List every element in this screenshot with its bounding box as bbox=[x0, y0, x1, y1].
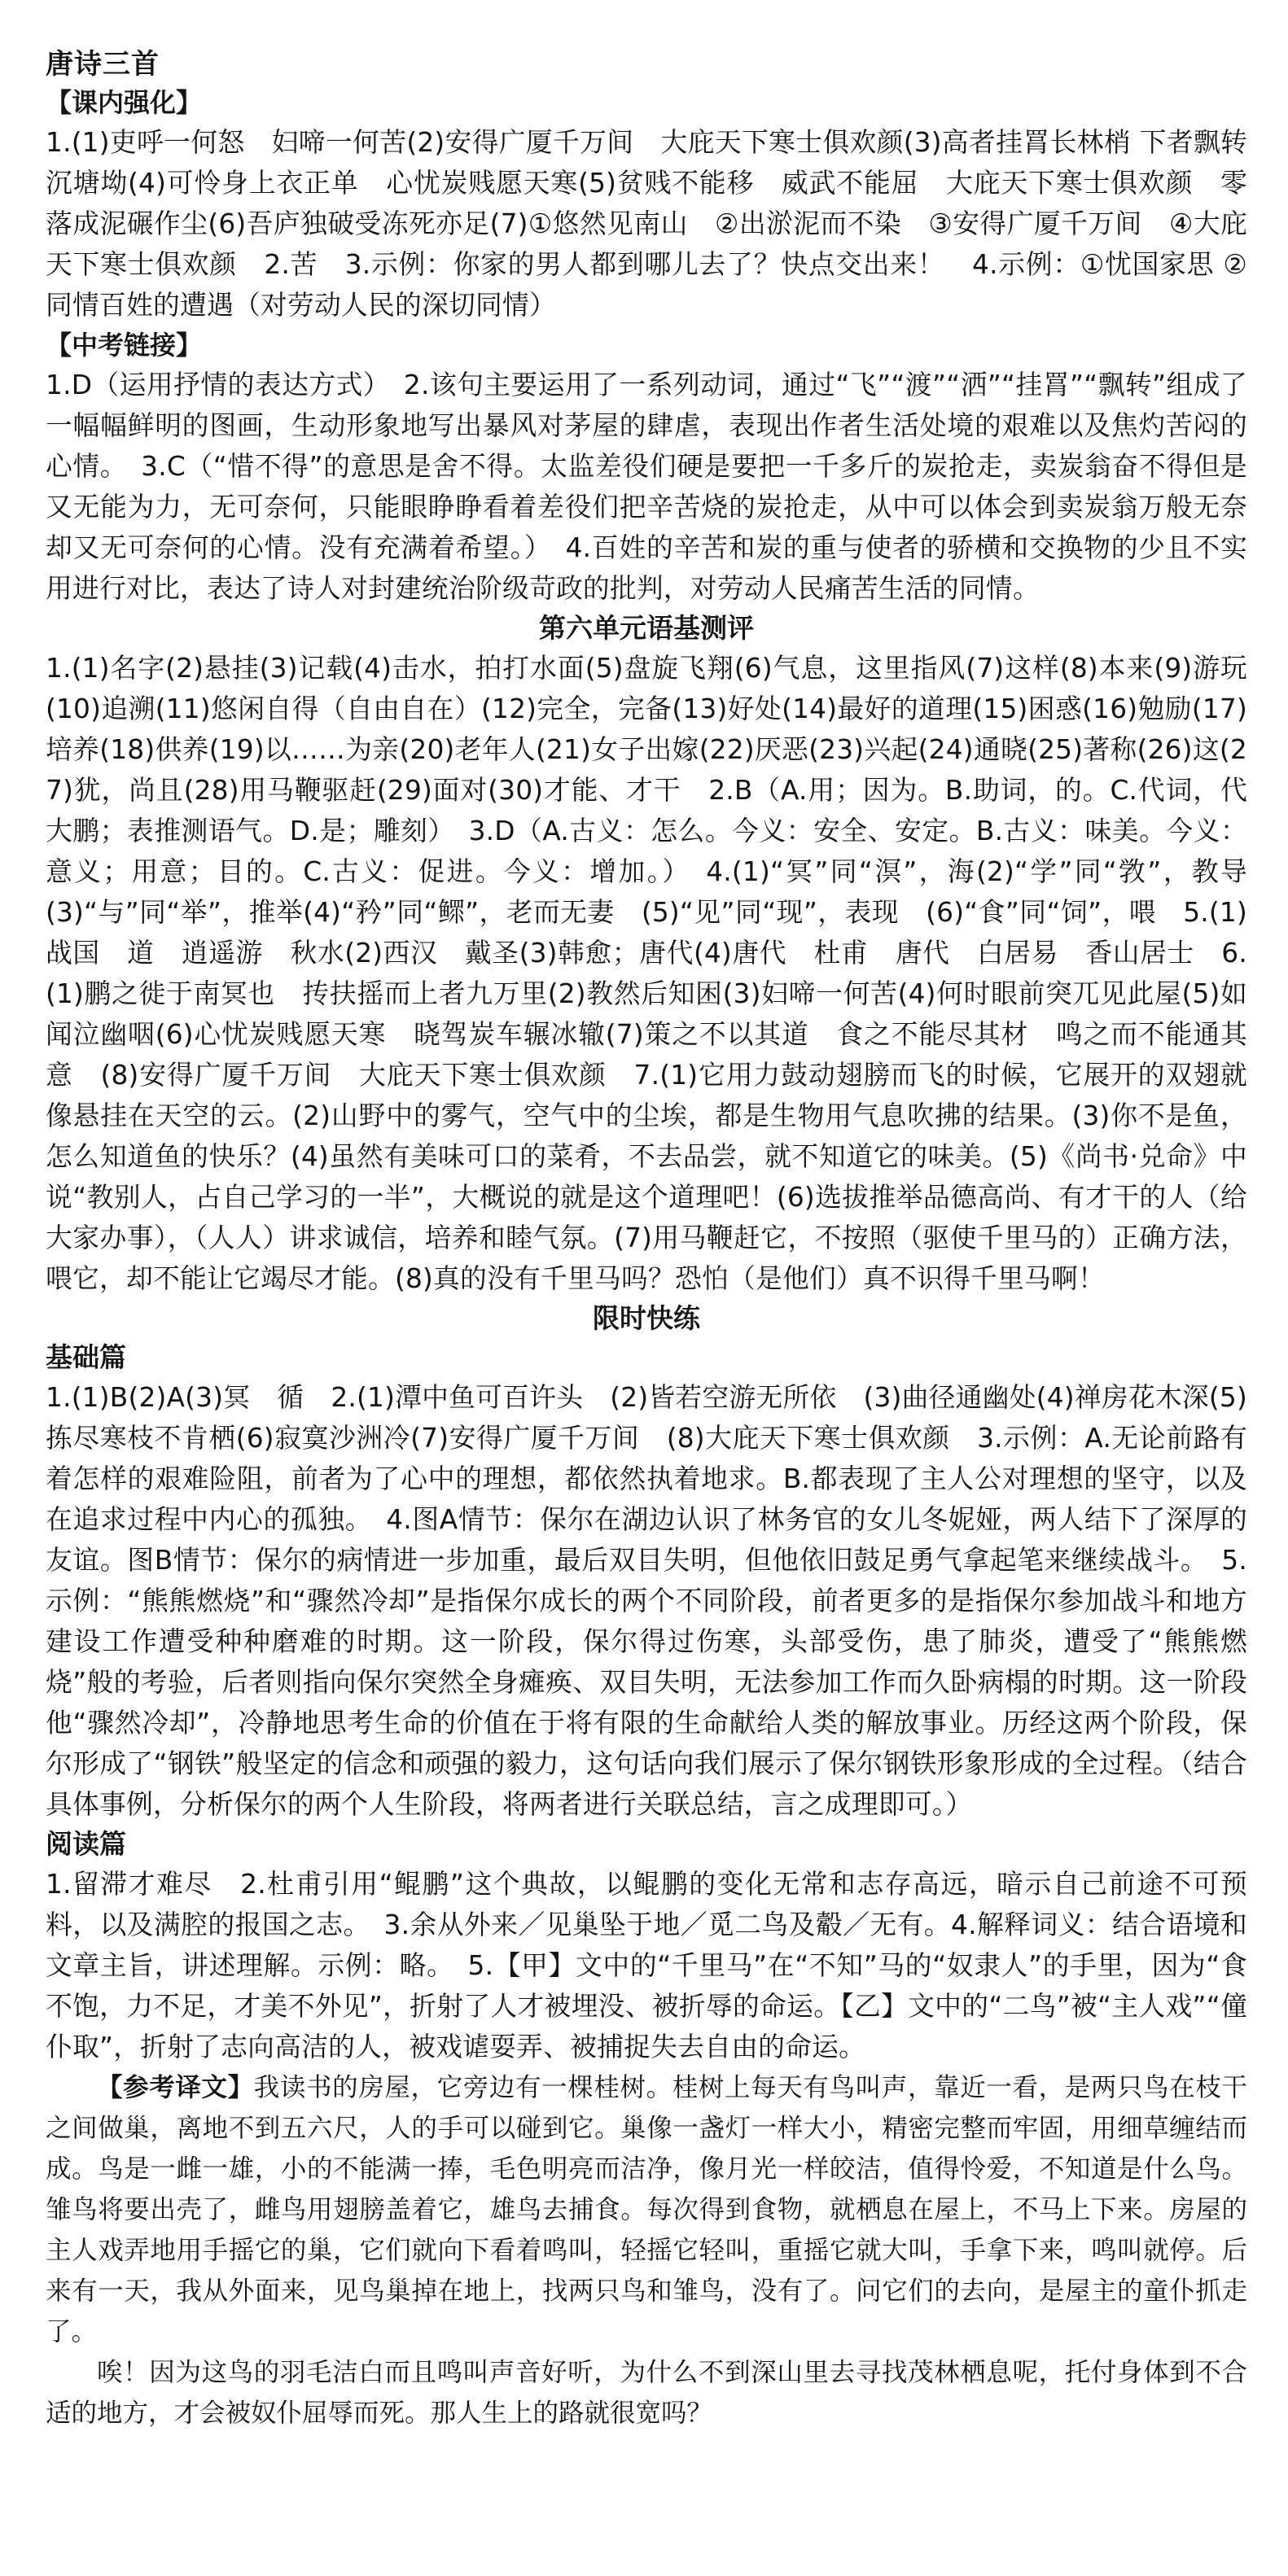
translation-text: 我读书的房屋，它旁边有一棵桂树。桂树上每天有鸟叫声，靠近一看，是两只鸟在枝干之间做巢，离地不到五六尺，人的手可以碰到它。巢像一盏灯一样大小，精密完整而牢固，用细草缠结而成。鸟是一雌一雄，小的不能满一捧，毛色明亮而洁净，像月光一样皎洁，值得怜爱，不知道是什么鸟。雏鸟将要出壳了，雌鸟用翅膀盖着它，雄鸟去捕食。每次得到食物，就栖息在屋上，不马上下来。房屋的主人戏弄地用手摇它的巢，它们就向下看着鸣叫，轻摇它轻叫，重摇它就大叫，手拿下来，鸣叫就停。后来有一天，我从外面来，见鸟巢掉在地上，找两只鸟和雏鸟，没有了。问它们的去向，是屋主的童仆抓走了。 bbox=[46, 2073, 1247, 2346]
jichu-label: 基础篇 bbox=[46, 1341, 126, 1373]
translation-label: 【参考译文】 bbox=[97, 2073, 254, 2102]
section-title: 唐诗三首 bbox=[46, 48, 160, 81]
jichu-answers: 1.(1)B(2)A(3)冥 循 2.(1)潭中鱼可百许头 (2)皆若空游无所依 (3)曲径通幽处(4)禅房花木深(5)拣尽寒枝不肯栖(6)寂寞沙洲冷(7)安得广厦千万间 (8)大庇天下寒士俱欢颜 3.示例：A.无论前路有着怎样的艰难险阻，前者为了心中的理想，都依然执着地求。B.都表现了主人公对理想的坚守，以及在追求过程中内心的孤独。 4.图A情节：保尔在湖边认识了林务官的女儿冬妮娅，两人结下了深厚的友谊。图B情节：保尔的病情进一步加重，最后双目失明，但他依旧鼓足勇气拿起笔来继续战斗。 5.示例：“熊熊燃烧”和“骤然冷却”是指保尔成长的两个不同阶段，前者更多的是指保尔参加战斗和地方建设工作遭受种种磨难的时期。这一阶段，保尔得过伤寒，头部受伤，患了肺炎，遭受了“熊熊燃烧”般的考验，后者则指向保尔突然全身瘫痪、双目失明，无法参加工作而久卧病榻的时期。这一阶段他“骤然冷却”，冷静地思考生命的价值在于将有限的生命献给人类的解放事业。历经这两个阶段，保尔形成了“钢铁”般坚定的信念和顽强的毅力，这句话向我们展示了保尔钢铁形象形成的全过程。（结合具体事例，分析保尔的两个人生阶段，将两者进行关联总结，言之成理即可。） bbox=[46, 1382, 1247, 1820]
kenei-answers: 1.(1)吏呼一何怒 妇啼一何苦(2)安得广厦千万间 大庇天下寒士俱欢颜(3)高者挂罥长林梢 下者飘转沉塘坳(4)可怜身上衣正单 心忧炭贱愿天寒(5)贫贱不能移 威武不能屈 大庇天下寒士俱欢颜 零落成泥碾作尘(6)吾庐独破受冻死亦足(7)①悠然见南山 ②出淤泥而不染 ③安得广厦千万间 ④大庇天下寒士俱欢颜 2.苦 3.示例：你家的男人都到哪儿去了？快点交出来！ 4.示例：①忧国家思 ②同情百姓的遭遇（对劳动人民的深切同情） bbox=[46, 127, 1247, 321]
yuedu-answers: 1.留滞才难尽 2.杜甫引用“鲲鹏”这个典故，以鲲鹏的变化无常和志存高远，暗示自己前途不可预料，以及满腔的报国之志。 3.余从外来／见巢坠于地／觅二鸟及觳／无有。4.解释词义：结合语境和文章主旨，讲述理解。示例：略。 5.【甲】文中的“千里马”在“不知”马的“奴隶人”的手里，因为“食不饱，力不足，才美不外见”，折射了人才被埋没、被折辱的命运。【乙】文中的“二鸟”被“主人戏”“僮仆取”，折射了志向高洁的人，被戏谑耍弄、被捕捉失去自由的命运。 bbox=[46, 1869, 1247, 2062]
kenei-label: 【课内强化】 bbox=[46, 87, 203, 118]
timed-title: 限时快练 bbox=[593, 1302, 700, 1334]
zhongkao-label: 【中考链接】 bbox=[46, 330, 203, 361]
yuedu-label: 阅读篇 bbox=[46, 1828, 126, 1860]
answer-page bbox=[46, 46, 1274, 2434]
zhongkao-answers: 1.D（运用抒情的表达方式） 2.该句主要运用了一系列动词，通过“飞”“渡”“洒”“挂罥”“飘转”组成了一幅幅鲜明的图画，生动形象地写出暴风对茅屋的肆虐，表现出作者生活处境的艰难以及焦灼苦闷的心情。 3.C（“惜不得”的意思是舍不得。太监差役们硬是要把一千多斤的炭抢走，卖炭翁奋不得但是又无能为力，无可奈何，只能眼睁睁看着差役们把辛苦烧的炭抢走，从中可以体会到卖炭翁万般无奈却又无可奈何的心情。没有充满着希望。） 4.百姓的辛苦和炭的重与使者的骄横和交换物的少且不实用进行对比，表达了诗人对封建统治阶级苛政的批判，对劳动人民痛苦生活的同情。 bbox=[46, 370, 1247, 604]
translation-paragraph bbox=[46, 2067, 1247, 2352]
translation-paragraph-2: 唉！因为这鸟的羽毛洁白而且鸣叫声音好听，为什么不到深山里去寻找茂林栖息呢，托付身体到不合适的地方，才会被奴仆屈辱而死。那人生上的路就很宽吗？ bbox=[46, 2358, 1247, 2428]
unit-title: 第六单元语基测评 bbox=[539, 612, 754, 644]
unit-answers: 1.(1)名字(2)悬挂(3)记载(4)击水，拍打水面(5)盘旋飞翔(6)气息，这里指风(7)这样(8)本来(9)游玩(10)追溯(11)悠闲自得（自由自在）(12)完全，完备(13)好处(14)最好的道理(15)困惑(16)勉励(17)培养(18)供养(19)以……为亲(20)老年人(21)女子出嫁(22)厌恶(23)兴起(24)通晓(25)著称(26)这(27)犹，尚且(28)用马鞭驱赶(29)面对(30)才能、才干 2.B（A.用；因为。B.助词，的。C.代词，代大鹏；表推测语气。D.是；雕刻） 3.D（A.古义：怎么。今义：安全、安定。B.古义：味美。今义：意义；用意；目的。C.古义：促进。今义：增加。） 4.(1)“冥”同“溟”，海(2)“学”同“敩”，教导 (3)“与”同“举”，推举(4)“矜”同“鳏”，老而无妻 (5)“见”同“现”，表现 (6)“食”同“饲”，喂 5.(1)战国 道 逍遥游 秋水(2)西汉 戴圣(3)韩愈；唐代(4)唐代 杜甫 唐代 白居易 香山居士 6.(1)鹏之徙于南冥也 抟扶摇而上者九万里(2)教然后知困(3)妇啼一何苦(4)何时眼前突兀见此屋(5)如闻泣幽咽(6)心忧炭贱愿天寒 晓驾炭车辗冰辙(7)策之不以其道 食之不能尽其材 鸣之而不能通其意 (8)安得广厦千万间 大庇天下寒士俱欢颜 7.(1)它用力鼓动翅膀而飞的时候，它展开的双翅就像悬挂在天空的云。(2)山野中的雾气，空气中的尘埃，都是生物用气息吹拂的结果。(3)你不是鱼，怎么知道鱼的快乐？(4)虽然有美味可口的菜肴，不去品尝，就不知道它的味美。(5)《尚书·兑命》中说“教别人，占自己学习的一半”，大概说的就是这个道理吧！(6)选拔推举品德高尚、有才干的人（给大家办事），（人人）讲求诚信，培养和睦气氛。(7)用马鞭赶它，不按照（驱使千里马的）正确方法，喂它，却不能让它竭尽才能。(8)真的没有千里马吗？恐怕（是他们）真不识得千里马啊！ bbox=[46, 653, 1274, 1294]
